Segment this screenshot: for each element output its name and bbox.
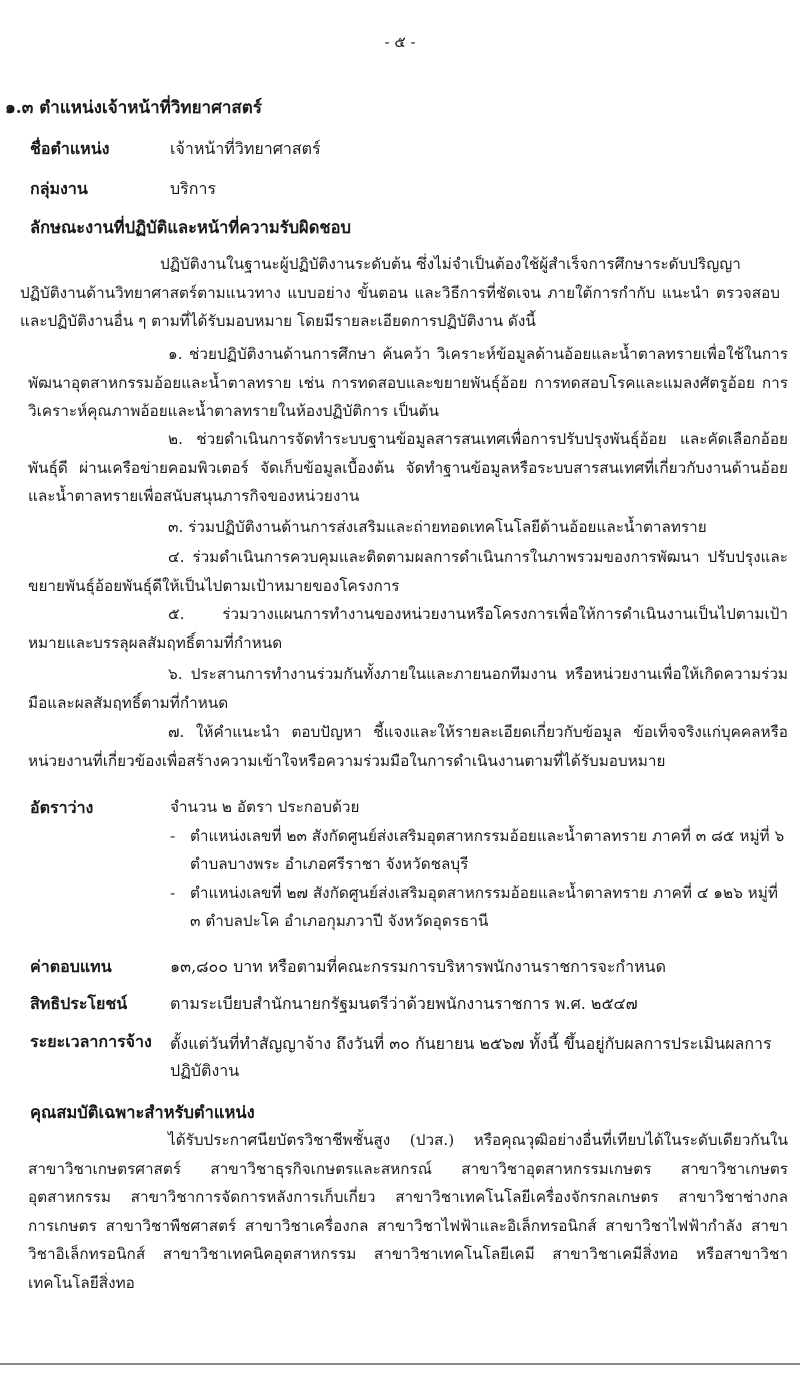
vacancy-details bbox=[170, 793, 790, 936]
bottom-divider bbox=[0, 1363, 800, 1365]
employment-period-value: ตั้งแต่วันที่ทำสัญญาจ้าง ถึงวันที่ ๓๐ กันยายน ๒๕๖๗ ทั้งนี้ ขึ้นอยู่กับผลการประเมินผลการปฏิบัติงาน bbox=[170, 1034, 772, 1080]
duty-item-6: ๖. ประสานการทำงานร่วมกันทั้งภายในและภายนอกทีมงาน หรือหน่วยงานเพื่อให้เกิดความร่วมมือและผลสัมฤทธิ์ตามที่กำหนด bbox=[28, 665, 788, 712]
work-group-value: บริการ bbox=[170, 179, 217, 198]
duties-intro bbox=[20, 250, 780, 336]
benefits-value: ตามระเบียบสำนักนายกรัฐมนตรีว่าด้วยพนักงานราชการ พ.ศ. ๒๕๔๗ bbox=[170, 994, 638, 1013]
vacancy-label: อัตราว่าง bbox=[30, 798, 94, 817]
duty-item-3: ๓. ร่วมปฏิบัติงานด้านการส่งเสริมและถ่ายทอดเทคโนโลยีด้านอ้อยและน้ำตาลทราย bbox=[168, 518, 707, 536]
position-name-value: เจ้าหน้าที่วิทยาศาสตร์ bbox=[170, 139, 321, 158]
qualifications-heading: คุณสมบัติเฉพาะสำหรับตำแหน่ง bbox=[30, 1103, 255, 1122]
duties-intro-line1: ปฏิบัติงานในฐานะผู้ปฏิบัติงานระดับต้น ซึ่งไม่จำเป็นต้องใช้ผู้สำเร็จการศึกษาระดับปริญญา bbox=[160, 255, 741, 273]
position-name-label: ชื่อตำแหน่ง bbox=[30, 139, 110, 158]
section-title: ๑.๓ ตำแหน่งเจ้าหน้าที่วิทยาศาสตร์ bbox=[5, 98, 262, 118]
compensation-label: ค่าตอบแทน bbox=[30, 957, 112, 976]
duties-intro-rest: ปฏิบัติงานด้านวิทยาศาสตร์ตามแนวทาง แบบอย่าง ขั้นตอน และวิธีการที่ชัดเจน ภายใต้การกำกับ แนะนำ ตรวจสอบ และปฏิบัติงานอื่น ๆ ตามที่ได้รับมอบหมาย โดยมีรายละเอียดการปฏิบัติงาน ดังนี้ bbox=[20, 283, 780, 330]
duty-item-4: ๔. ร่วมดำเนินการควบคุมและติดตามผลการดำเนินการในภาพรวมของการพัฒนา ปรับปรุงและขยายพันธุ์อ้อยพันธุ์ดีให้เป็นไปตามเป้าหมายของโครงการ bbox=[28, 548, 788, 595]
work-group-label: กลุ่มงาน bbox=[30, 179, 88, 198]
vacancy-intro: จำนวน ๒ อัตรา ประกอบด้วย bbox=[170, 798, 360, 816]
qualifications-text: ได้รับประกาศนียบัตรวิชาชีพชั้นสูง (ปวส.) หรือคุณวุฒิอย่างอื่นที่เทียบได้ในระดับเดียวกันในสาขาวิชาเกษตรศาสตร์ สาขาวิชาธุรกิจเกษตรและสหกรณ์ สาขาวิชาอุตสาหกรรมเกษตร สาขาวิชาเกษตรอุตสาหกรรม สาขาวิชาการจัดการหลังการเก็บเกี่ยว สาขาวิชาเทคโนโลยีเครื่องจักรกลเกษตร สาขาวิชาช่างกลการเกษตร สาขาวิชาพืชศาสตร์ สาขาวิชาเครื่องกล สาขาวิชาไฟฟ้าและอิเล็กทรอนิกส์ สาขาวิชาไฟฟ้ากำลัง สาขาวิชาอิเล็กทรอนิกส์ สาขาวิชาเทคนิคอุตสาหกรรม สาขาวิชาเทคโนโลยีเคมี สาขาวิชาเคมีสิ่งทอ หรือสาขาวิชาเทคโนโลยีสิ่งทอ bbox=[28, 1131, 788, 1292]
duty-item-1: ๑. ช่วยปฏิบัติงานด้านการศึกษา ค้นคว้า วิเคราะห์ข้อมูลด้านอ้อยและน้ำตาลทรายเพื่อใช้ในการพัฒนาอุตสาหกรรมอ้อยและน้ำตาลทราย เช่น การทดสอบและขยายพันธุ์อ้อย การทดสอบโรคและแมลงศัตรูอ้อย การวิเคราะห์คุณภาพอ้อยและน้ำตาลทรายในห้องปฏิบัติการ เป็นต้น bbox=[28, 345, 788, 420]
vacancy-item-1: - ตำแหน่งเลขที่ ๒๓ สังกัดศูนย์ส่งเสริมอุตสาหกรรมอ้อยและน้ำตาลทราย ภาคที่ ๓ ๘๕ หมู่ที่ ๖ ตำบลบางพระ อำเภอศรีราชา จังหวัดชลบุรี bbox=[170, 822, 790, 879]
duty-item-7: ๗. ให้คำแนะนำ ตอบปัญหา ชี้แจงและให้รายละเอียดเกี่ยวกับข้อมูล ข้อเท็จจริงแก่บุคคลหรือหน่วยงานที่เกี่ยวข้องเพื่อสร้างความเข้าใจหรือความร่วมมือในการดำเนินงานตามที่ได้รับมอบหมาย bbox=[28, 723, 788, 770]
compensation-value: ๑๓,๘๐๐ บาท หรือตามที่คณะกรรมการบริหารพนักงานราชการจะกำหนด bbox=[170, 957, 666, 976]
page-number: - ๕ - bbox=[384, 33, 416, 51]
vacancy-item-2: - ตำแหน่งเลขที่ ๒๗ สังกัดศูนย์ส่งเสริมอุตสาหกรรมอ้อยและน้ำตาลทราย ภาคที่ ๔ ๑๒๖ หมู่ที่ ๓ ตำบลปะโค อำเภอกุมภวาปี จังหวัดอุดรธานี bbox=[170, 879, 790, 936]
benefits-label: สิทธิประโยชน์ bbox=[30, 994, 128, 1013]
duty-item-2: ๒. ช่วยดำเนินการจัดทำระบบฐานข้อมูลสารสนเทศเพื่อการปรับปรุงพันธุ์อ้อย และคัดเลือกอ้อยพันธุ์ดี ผ่านเครือข่ายคอมพิวเตอร์ จัดเก็บข้อมูลเบื้องต้น จัดทำฐานข้อมูลหรือระบบสารสนเทศที่เกี่ยวกับงานด้านอ้อยและน้ำตาลทรายเพื่อสนับสนุนภารกิจของหน่วยงาน bbox=[28, 430, 788, 505]
employment-period-label: ระยะเวลาการจ้าง bbox=[30, 1032, 152, 1051]
duties-heading: ลักษณะงานที่ปฏิบัติและหน้าที่ความรับผิดชอบ bbox=[30, 218, 352, 237]
vacancy-list bbox=[170, 822, 790, 936]
duty-item-5: ๕. ร่วมวางแผนการทำงานของหน่วยงานหรือโครงการเพื่อให้การดำเนินงานเป็นไปตามเป้าหมายและบรรลุผลสัมฤทธิ์ตามที่กำหนด bbox=[28, 605, 788, 652]
